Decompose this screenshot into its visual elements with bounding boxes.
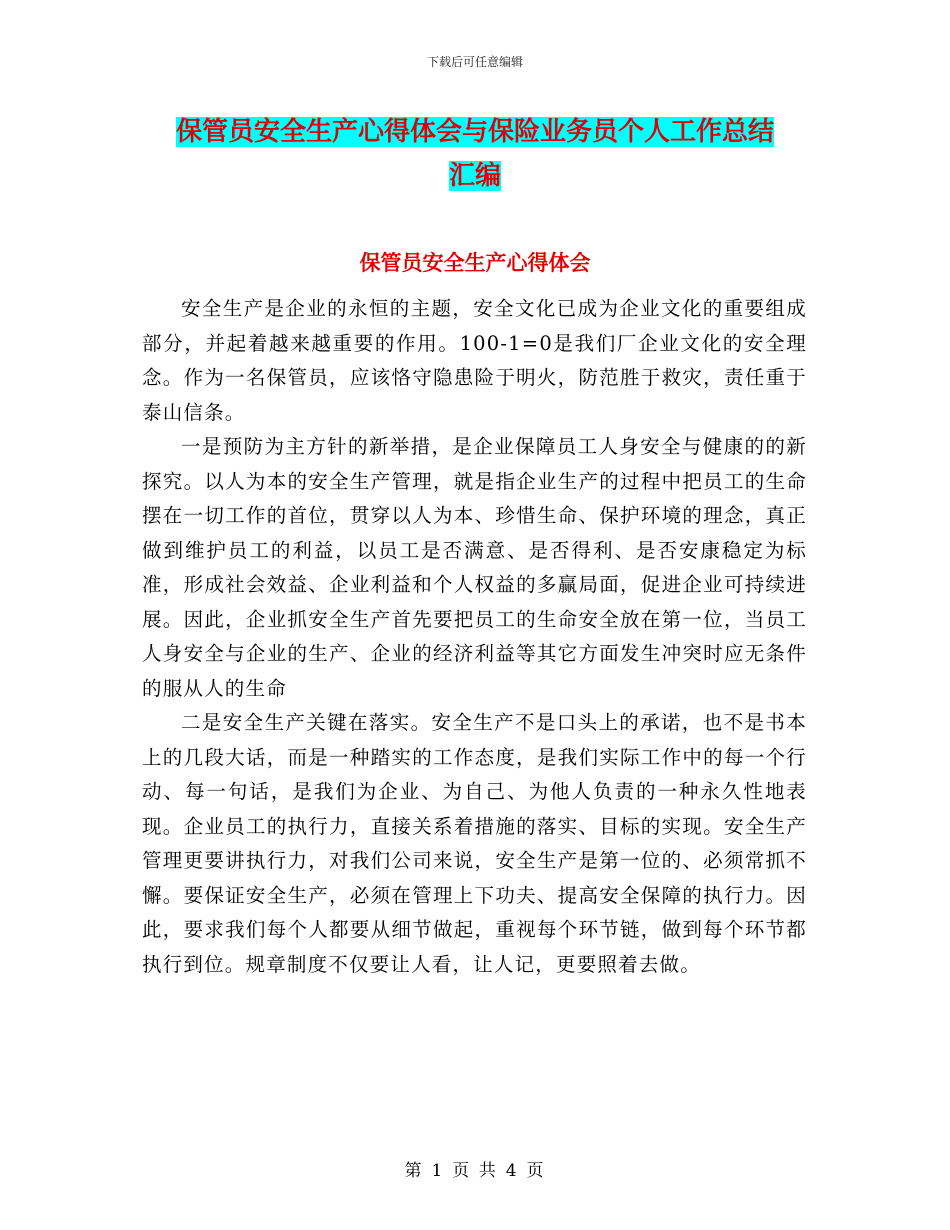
footer-total-pages: 4 xyxy=(505,1161,519,1181)
section-title: 保管员安全生产心得体会 xyxy=(359,251,591,275)
footer-suffix: 页 xyxy=(526,1161,546,1181)
paragraph: 二是安全生产关键在落实。安全生产不是口头上的承诺，也不是书本上的几段大话，而是一种踏实的工作态度，是我们实际工作中的每一个行动、每一句话，是我们为企业、为自己、为他人负责的一种永久性地表现。企业员工的执行力，直接关系着措施的落实、目标的实现。安全生产管理更要讲执行力，对我们公司来说，安全生产是第一位的、必须常抓不懈。要保证安全生产，必须在管理上下功夫、提高安全保障的执行力。因此，要求我们每个人都要从细节做起，重视每个环节链，做到每个环节都执行到位。规章制度不仅要让人看，让人记，更要照着去做。 xyxy=(142,711,807,976)
document-title-line1: 保管员安全生产心得体会与保险业务员个人工作总结 xyxy=(175,117,774,147)
footer-page-number: 1 xyxy=(431,1161,445,1181)
footer-prefix: 第 xyxy=(404,1161,424,1181)
document-title-line2: 汇编 xyxy=(448,161,501,191)
footer-middle: 页 共 xyxy=(452,1161,498,1181)
paragraph: 一是预防为主方针的新举措，是企业保障员工人身安全与健康的的新探究。以人为本的安全生产管理，就是指企业生产的过程中把员工的生命摆在一切工作的首位，贯穿以人为本、珍惜生命、保护环境的理念，真正做到维护员工的利益，以员工是否满意、是否得利、是否安康稳定为标准，形成社会效益、企业利益和个人权益的多赢局面，促进企业可持续进展。因此，企业抓安全生产首先要把员工的生命安全放在第一位，当员工人身安全与企业的生产、企业的经济利益等其它方面发生冲突时应无条件的服从人的生命 xyxy=(142,435,807,700)
document-title xyxy=(140,110,810,198)
page-footer xyxy=(0,1156,950,1181)
header-note: 下载后可任意编辑 xyxy=(426,55,523,69)
paragraph: 安全生产是企业的永恒的主题，安全文化已成为企业文化的重要组成部分，并起着越来越重要的作用。100-1=0是我们厂企业文化的安全理念。作为一名保管员，应该恪守隐患险于明火，防范胜于救灾，责任重于泰山信条。 xyxy=(142,297,807,424)
document-body xyxy=(142,292,807,982)
